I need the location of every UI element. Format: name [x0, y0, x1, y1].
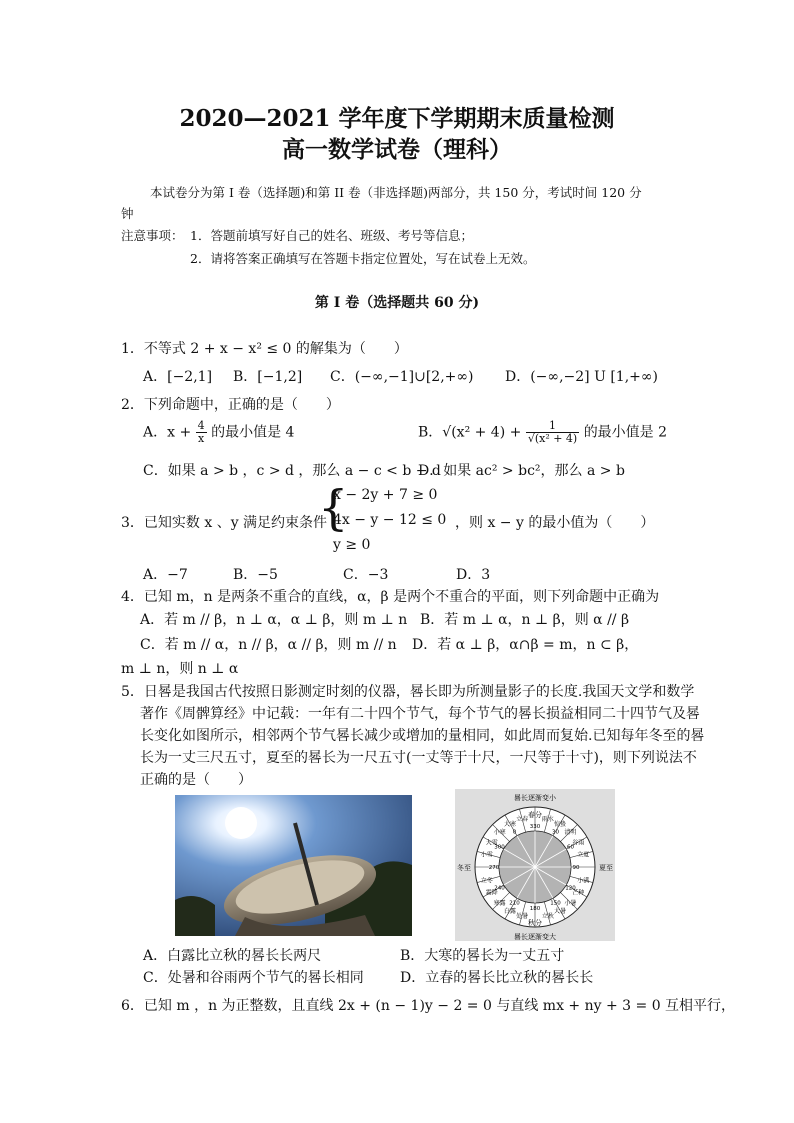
dial-term-label: 霜降: [485, 889, 498, 897]
q5-option-a: A．白露比立秋的晷长长两尺: [143, 948, 322, 964]
q2-b-fraction: $\frac{1}{\text{√(x² + 4)}}$: [527, 419, 578, 445]
dial-term-label: 惊蛰: [553, 821, 567, 829]
dial-number-label: 90: [572, 865, 580, 871]
q4-option-b: B．若 m ⊥ α，n ⊥ β，则 α // β: [420, 612, 630, 628]
dial-number-label: 0: [512, 829, 517, 836]
q1-option-a: A．[−2,1]: [143, 369, 213, 385]
q3-constraint-1: x − 2y + 7 ≥ 0: [333, 487, 438, 503]
q5-line3: 长变化如图所示，相邻两个节气晷长减少或增加的量相同，如此周而复始.已知每年冬至的晷: [140, 728, 705, 744]
section-title: 第 I 卷（选择题共 60 分): [314, 295, 480, 311]
dial-number-label: 60: [567, 844, 574, 851]
q2-stem: 2．下列命题中，正确的是（ ）: [121, 397, 340, 413]
dial-term-label: 清明: [564, 829, 577, 837]
dial-term-label: 寒露: [493, 899, 506, 907]
q4-option-d-cont: m ⊥ n，则 n ⊥ α: [121, 661, 239, 677]
dial-term-label: 大暑: [553, 907, 567, 915]
dial-term-label: 立冬: [480, 877, 493, 885]
q1-stem: 1．不等式 2 + x − x² ≤ 0 的解集为（ ）: [121, 341, 408, 357]
q2-a-fraction: $\frac{4}{x}$: [197, 419, 205, 445]
q3-option-a: A．−7: [143, 567, 188, 583]
q6-stem: 6．已知 m ，n 为正整数，且直线 2x + (n − 1)y − 2 = 0 与直线 mx + ny + 3 = 0 互相平行，: [121, 998, 736, 1014]
dial-number-label: 270: [488, 865, 500, 871]
dial-term-label: 处暑: [516, 912, 529, 920]
dial-term-label: 立春: [516, 816, 529, 824]
dial-number-label: 210: [509, 900, 520, 907]
dial-term-label: 雨水: [541, 816, 554, 824]
solar-term-dial: [455, 789, 615, 941]
dial-term-label: 大雪: [485, 839, 498, 847]
q4-option-c: C．若 m // α，n // β，α // β，则 m // n: [140, 637, 397, 653]
note-2: 2．请将答案正确填写在答题卡指定位置处，写在试卷上无效。: [190, 251, 536, 266]
q3-stem-pre: 3．已知实数 x 、y 满足约束条件: [121, 515, 328, 531]
dial-number-label: 330: [529, 824, 541, 830]
q5-option-c: C．处暑和谷雨两个节气的晷长相同: [143, 970, 364, 986]
q3-constraint-2: 4x − y − 12 ≤ 0: [333, 512, 447, 528]
q2-option-a: A．x + $\frac{4}{x}$ 的最小值是 4: [143, 419, 295, 445]
q3-constraint-3: y ≥ 0: [333, 537, 371, 553]
dial-term-label: 小满: [577, 877, 590, 885]
intro-line1: 本试卷分为第 I 卷（选择题)和第 II 卷（非选择题)两部分，共 150 分，考试时间 120 分: [150, 185, 642, 200]
dial-term-label: 谷雨: [572, 839, 585, 847]
intro-line2: 钟: [121, 206, 134, 221]
notes-label: 注意事项：: [121, 228, 184, 243]
q3-option-d: D．3: [456, 567, 491, 583]
q5-line5: 正确的是（ ）: [140, 772, 252, 788]
q3-option-c: C．−3: [343, 567, 389, 583]
exam-title: 2020—2021 学年度下学期期末质量检测: [179, 105, 615, 132]
exam-subtitle: 高一数学试卷（理科）: [282, 136, 512, 163]
dial-number-label: 150: [550, 900, 561, 907]
dial-spring-label: 春分: [528, 811, 542, 819]
q2-option-b: B．√(x² + 4) + $\frac{1}{\text{√(x² + 4)}}$ 的最小值是 2: [418, 419, 668, 445]
dial-term-label: 立夏: [577, 851, 590, 859]
sundial-photo: [175, 795, 412, 936]
dial-bottom-label: 晷长逐渐变大: [514, 933, 556, 941]
dial-number-label: 180: [529, 906, 541, 912]
q1-option-b: B．[−1,2]: [233, 369, 303, 385]
dial-term-label: 芒种: [572, 889, 585, 897]
q5-option-d: D．立春的晷长比立秋的晷长长: [400, 970, 594, 986]
dial-term-label: 小寒: [493, 829, 506, 837]
dial-term-label: 大寒: [503, 821, 517, 829]
q5-line2: 著作《周髀算经》中记载：一年有二十四个节气，每个节气的晷长损益相同二十四节气及晷: [140, 706, 700, 722]
q5-option-b: B．大寒的晷长为一丈五寸: [400, 948, 565, 964]
dial-term-label: 小暑: [564, 899, 577, 907]
q4-option-a: A．若 m // β，n ⊥ α，α ⊥ β，则 m ⊥ n: [140, 612, 408, 628]
dial-term-label: 立秋: [541, 912, 554, 920]
q2-option-d: D．如果 ac² > bc²，那么 a > b: [418, 463, 625, 479]
dial-winter-label: 冬至: [457, 864, 471, 872]
dial-number-label: 300: [494, 844, 505, 851]
dial-term-label: 小雪: [480, 851, 493, 859]
dial-term-label: 白露: [503, 907, 517, 915]
dial-number-label: 30: [552, 829, 559, 836]
dial-summer-label: 夏至: [599, 864, 613, 872]
dial-number-label: 240: [494, 885, 505, 892]
q5-line4: 长为一丈三尺五寸，夏至的晷长为一尺五寸(一丈等于十尺，一尺等于十寸)，则下列说法不: [140, 750, 697, 766]
q4-option-d: D．若 α ⊥ β，α∩β = m，n ⊂ β，: [412, 637, 639, 653]
q1-option-c: C．(−∞,−1]∪[2,+∞): [330, 369, 474, 385]
dial-number-label: 120: [565, 885, 576, 892]
note-1: 1．答题前填写好自己的姓名、班级、考号等信息；: [190, 228, 473, 243]
q4-stem: 4．已知 m，n 是两条不重合的直线，α，β 是两个不重合的平面，则下列命题中正确为: [121, 589, 660, 605]
q3-stem-post: ，则 x − y 的最小值为（ ）: [455, 515, 655, 531]
q5-line1: 5．日晷是我国古代按照日影测定时刻的仪器，晷长即为所测量影子的长度.我国天文学和数学: [121, 684, 695, 700]
q3-option-b: B．−5: [233, 567, 278, 583]
constraint-brace: {: [318, 480, 349, 536]
q2-option-c: C．如果 a > b ，c > d ，那么 a − c < b − d: [143, 463, 441, 479]
dial-autumn-label: 秋分: [528, 919, 542, 927]
dial-top-label: 晷长逐渐变小: [514, 794, 556, 802]
q1-option-d: D．(−∞,−2] U [1,+∞): [505, 369, 659, 385]
